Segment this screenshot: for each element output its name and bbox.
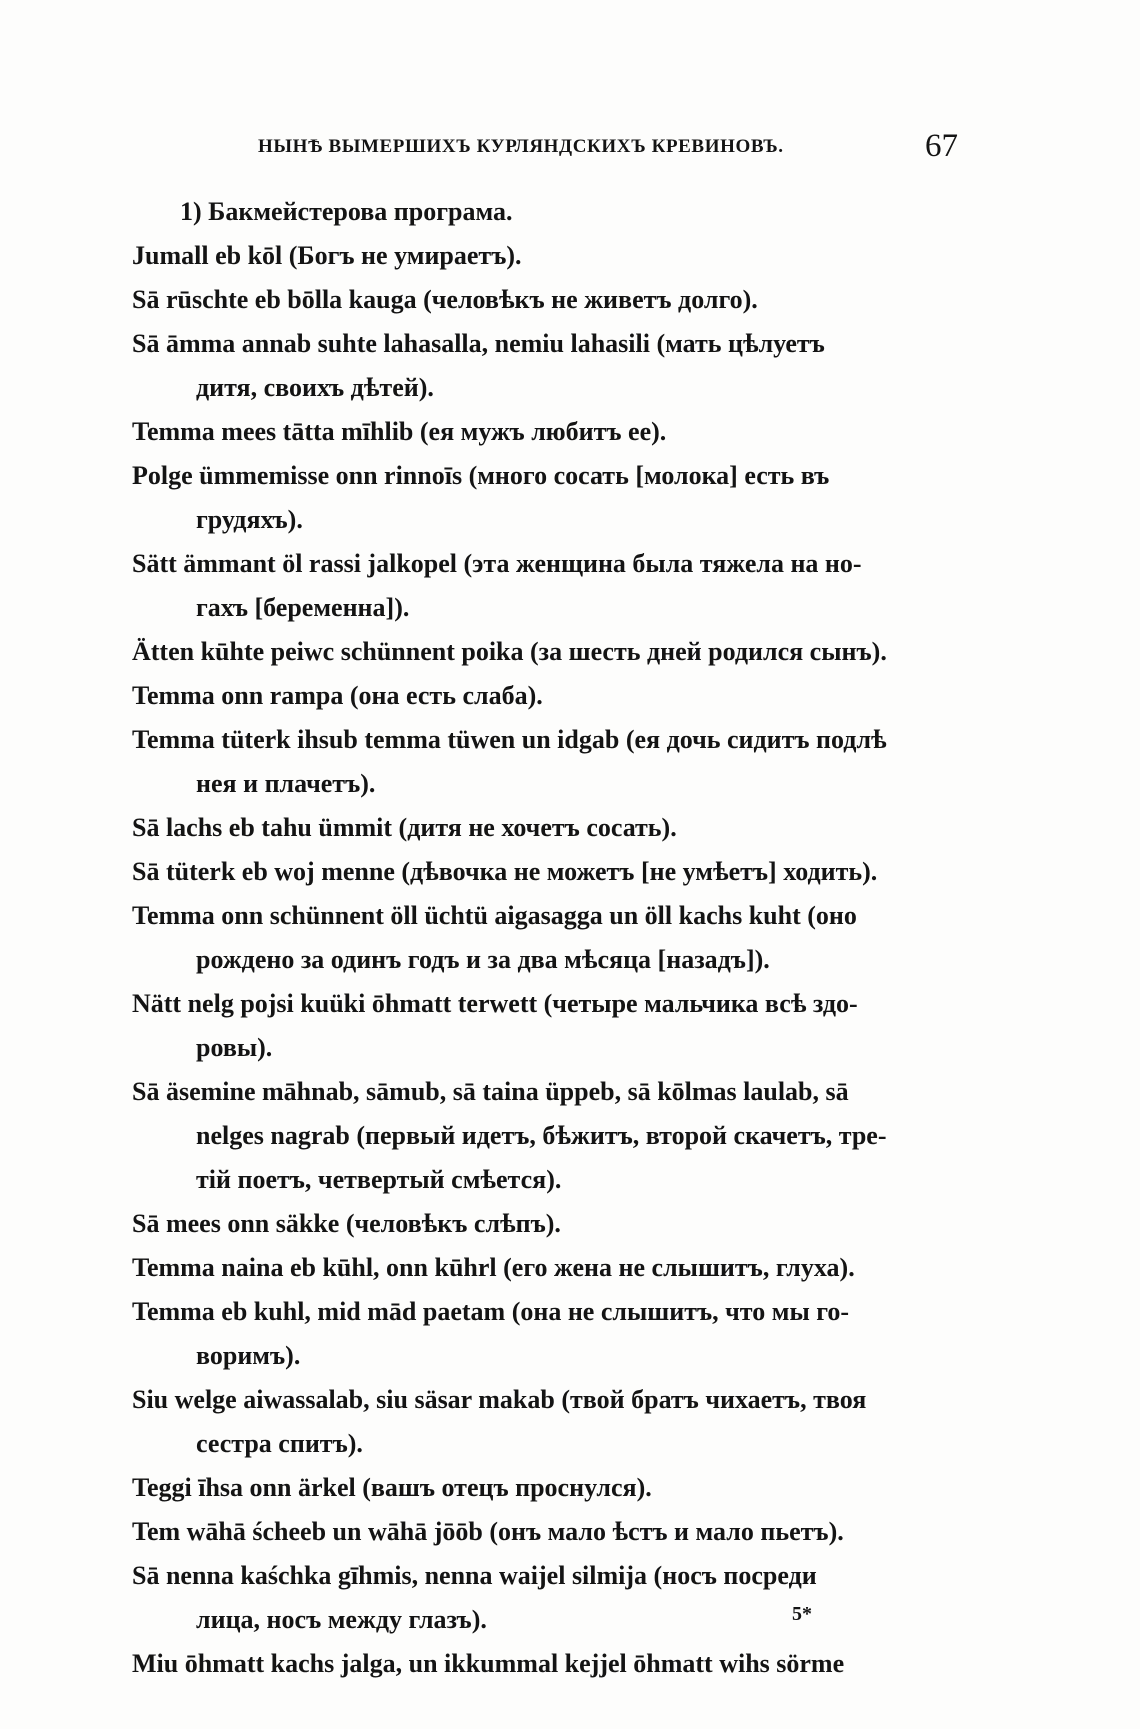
page-body xyxy=(132,190,964,1686)
entry-list xyxy=(132,234,964,1686)
entry-line: Temma naina eb kūhl, onn kūhrl (его жена не слышитъ, глуха). xyxy=(132,1253,855,1282)
entry-continuation-line: грудяхъ). xyxy=(196,505,303,534)
entry-continuation-line: гахъ [беременна]). xyxy=(196,593,410,622)
sentence-entry xyxy=(132,982,964,1070)
entry-line: Jumall eb kōl (Богъ не умираетъ). xyxy=(132,241,522,270)
sentence-entry xyxy=(132,1466,964,1510)
entry-continuation-line: ровы). xyxy=(196,1033,273,1062)
sentence-entry xyxy=(132,322,964,410)
sentence-entry xyxy=(132,1290,964,1378)
entry-continuation-line: тій поетъ, четвертый смѣется). xyxy=(196,1165,562,1194)
sentence-entry xyxy=(132,410,964,454)
sentence-entry xyxy=(132,542,964,630)
entry-line: Temma onn schünnent öll üchtü aigasagga un öll kachs kuht (оно xyxy=(132,901,857,930)
sentence-entry xyxy=(132,278,964,322)
sentence-entry xyxy=(132,630,964,674)
sentence-entry xyxy=(132,1246,964,1290)
sentence-entry xyxy=(132,1554,964,1642)
entry-line: Temma eb kuhl, mid mād paetam (она не слышитъ, что мы го- xyxy=(132,1297,850,1326)
signature-mark: 5* xyxy=(792,1603,812,1625)
sentence-entry xyxy=(132,674,964,718)
running-title: НЫНѢ ВЫМЕРШИХЪ КУРЛЯНДСКИХЪ КРЕВИНОВЪ. xyxy=(258,136,784,157)
sentence-entry xyxy=(132,1510,964,1554)
sentence-entry xyxy=(132,850,964,894)
entry-continuation-line: нея и плачетъ). xyxy=(196,769,376,798)
entry-continuation-line: лица, носъ между глазъ). xyxy=(196,1605,487,1634)
entry-line: Sā rūschte eb bōlla kauga (человѣкъ не живетъ долго). xyxy=(132,285,758,314)
entry-continuation-line: воримъ). xyxy=(196,1341,301,1370)
sentence-entry xyxy=(132,1070,964,1202)
sentence-entry xyxy=(132,894,964,982)
entry-line: Miu ōhmatt kachs jalga, un ikkummal kejjel ōhmatt wihs sörme xyxy=(132,1649,845,1678)
entry-continuation-line: сестра спитъ). xyxy=(196,1429,363,1458)
sentence-entry xyxy=(132,1642,964,1686)
page-header xyxy=(258,128,958,168)
entry-line: Ätten kūhte peiwc schünnent poika (за шесть дней родился сынъ). xyxy=(132,637,887,666)
entry-line: Sā äsemine māhnab, sāmub, sā taina üppeb, sā kōlmas laulab, sā xyxy=(132,1077,849,1106)
entry-line: Tem wāhā ścheeb un wāhā jōōb (онъ мало ѣстъ и мало пьетъ). xyxy=(132,1517,844,1546)
entry-continuation-line: рождено за одинъ годъ и за два мѣсяца [назадъ]). xyxy=(196,945,770,974)
entry-line: Sā tüterk eb woj menne (дѣвочка не можетъ [не умѣетъ] ходить). xyxy=(132,857,878,886)
sentence-entry xyxy=(132,806,964,850)
entry-continuation-line: дитя, своихъ дѣтей). xyxy=(196,373,434,402)
page-number: 67 xyxy=(925,128,958,164)
sentence-entry xyxy=(132,454,964,542)
entry-line: Temma onn rampa (она есть слаба). xyxy=(132,681,543,710)
entry-line: Temma mees tātta mīhlib (ея мужъ любитъ ее). xyxy=(132,417,667,446)
sentence-entry xyxy=(132,718,964,806)
sentence-entry xyxy=(132,234,964,278)
entry-line: Teggi īhsa onn ärkel (вашъ отецъ проснулся). xyxy=(132,1473,652,1502)
entry-line: Temma tüterk ihsub temma tüwen un idgab (ея дочь сидитъ подлѣ xyxy=(132,725,887,754)
entry-line: Sā nenna kaśchka gīhmis, nenna waijel silmija (носъ посреди xyxy=(132,1561,817,1590)
sentence-entry xyxy=(132,1378,964,1466)
entry-line: Sā mees onn säkke (человѣкъ слѣпъ). xyxy=(132,1209,561,1238)
entry-continuation-line: nelges nagrab (первый идетъ, бѣжитъ, второй скачетъ, тре- xyxy=(196,1121,887,1150)
entry-line: Siu welge aiwassalab, siu säsar makab (твой братъ чихаетъ, твоя xyxy=(132,1385,867,1414)
entry-line: Nätt nelg pojsi kuüki ōhmatt terwett (четыре мальчика всѣ здо- xyxy=(132,989,858,1018)
section-heading: 1) Бакмейстерова програма. xyxy=(180,197,513,226)
entry-line: Polge ümmemisse onn rinnoīs (много сосать [молока] есть въ xyxy=(132,461,830,490)
entry-line: Sā lachs eb tahu ümmit (дитя не хочетъ сосать). xyxy=(132,813,677,842)
sentence-entry xyxy=(132,1202,964,1246)
entry-line: Sätt ämmant öl rassi jalkopel (эта женщина была тяжела на но- xyxy=(132,549,862,578)
entry-line: Sā āmma annab suhte lahasalla, nemiu lahasili (мать цѣлуетъ xyxy=(132,329,825,358)
